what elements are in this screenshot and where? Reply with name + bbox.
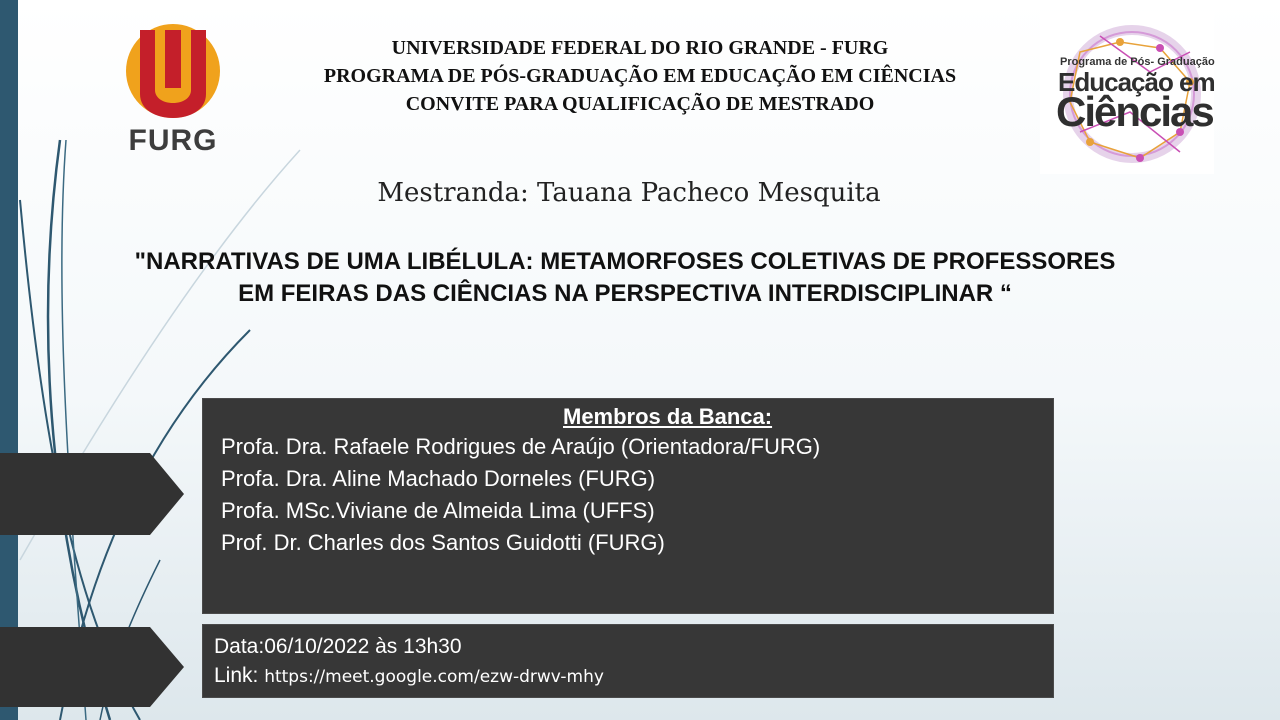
event-link-label: Link: [214,664,259,687]
program-name: PROGRAMA DE PÓS-GRADUAÇÃO EM EDUCAÇÃO EM CIÊNCIAS [323,65,957,87]
thesis-title-line1: "NARRATIVAS DE UMA LIBÉLULA: METAMORFOSES COLETIVAS DE PROFESSORES [134,248,1116,275]
committee-member: Prof. Dr. Charles dos Santos Guidotti (FURG) [221,530,665,555]
invitation-header [230,34,1050,118]
thesis-title-line2: EM FEIRAS DAS CIÊNCIAS NA PERSPECTIVA INTERDISCIPLINAR “ [238,280,1012,307]
chevron-arrow-icon [0,627,184,707]
committee-member: Profa. Dra. Rafaele Rodrigues de Araújo (Orientadora/FURG) [221,434,821,459]
program-logo-line2: Educação em [1058,67,1215,97]
student-name: Mestranda: Tauana Pacheco Mesquita [377,178,881,208]
committee-member: Profa. MSc.Viviane de Almeida Lima (UFFS) [221,498,655,523]
furg-logo-icon [118,24,228,124]
chevron-arrow-icon [0,453,184,535]
meeting-link[interactable]: https://meet.google.com/ezw-drwv-mhy [264,667,604,687]
event-link-row [203,661,1053,692]
university-name: UNIVERSIDADE FEDERAL DO RIO GRANDE - FURG [391,37,889,59]
thesis-title [40,246,1210,310]
furg-logo-text: FURG [128,124,218,157]
furg-logo [118,24,228,164]
program-logo-line3: Ciências [1056,88,1213,135]
committee-member: Profa. Dra. Aline Machado Dorneles (FURG) [221,466,656,491]
event-date: Data:06/10/2022 às 13h30 [214,635,462,658]
event-details-box [202,624,1054,698]
committee-heading: Membros da Banca: [563,404,773,429]
program-logo [1040,12,1214,174]
invitation-type: CONVITE PARA QUALIFICAÇÃO DE MESTRADO [405,93,875,115]
committee-box [202,398,1054,614]
program-logo-line1: Programa de Pós- Graduação [1060,56,1215,68]
